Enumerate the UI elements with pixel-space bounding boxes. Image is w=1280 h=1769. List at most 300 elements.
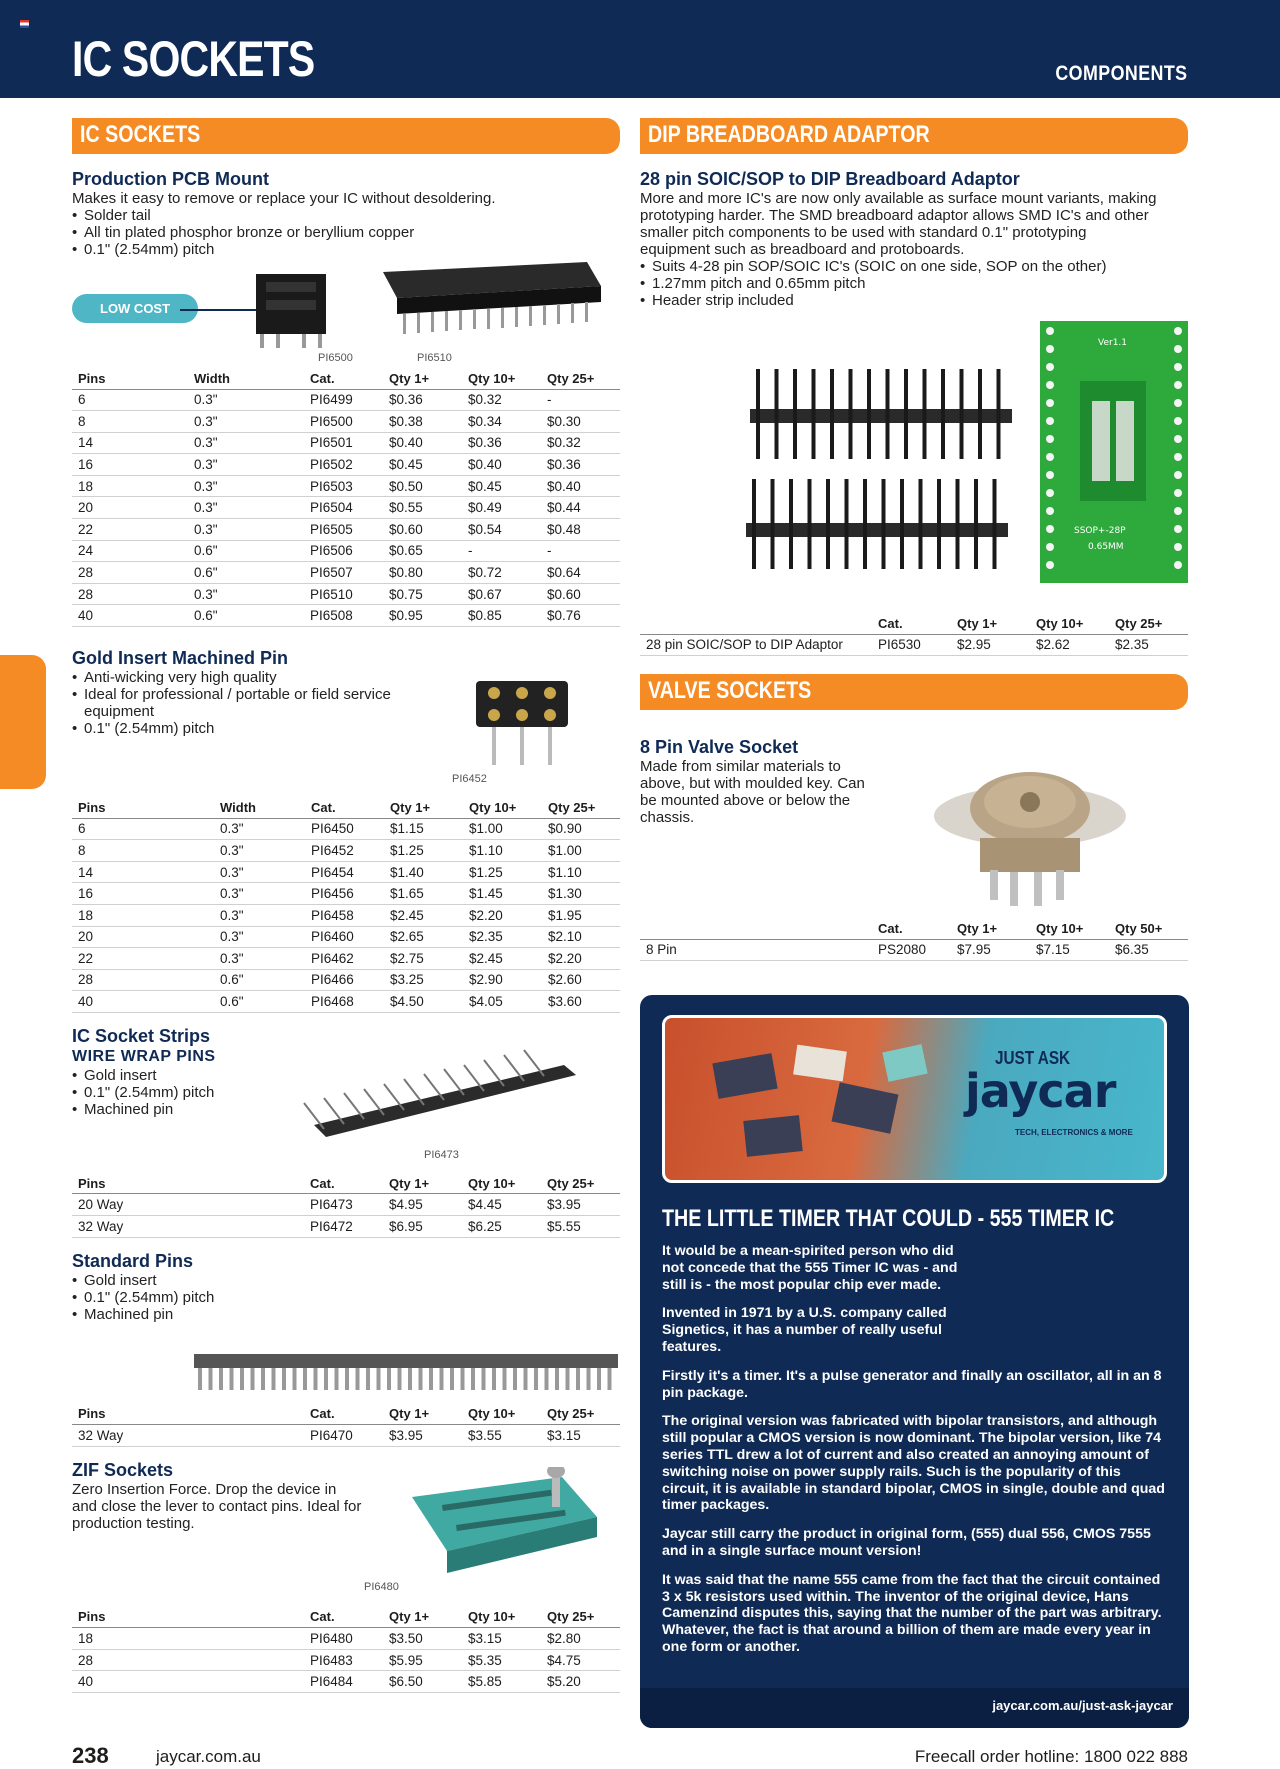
price-table-standard [72, 1406, 620, 1447]
table-cell: 20 [72, 926, 214, 948]
table-row [72, 1425, 620, 1447]
article-paragraph: Firstly it's a timer. It's a pulse generator and finally an oscillator, all in an 8 pin package. [662, 1367, 1162, 1401]
table-cell: - [541, 389, 620, 411]
bullet-item: • Gold insert [72, 1067, 620, 1084]
column-header: Qty 25+ [541, 370, 620, 389]
image-caption: PI6510 [417, 352, 452, 364]
table-cell: $2.60 [542, 969, 620, 991]
table-row [72, 605, 620, 627]
table-row [72, 1671, 620, 1693]
ic-socket-28-pin-image [377, 252, 607, 342]
table-cell: $1.10 [542, 861, 620, 883]
product-desc-valve: Made from similar materials to above, but with moulded key. Can be mounted above or below the chassis. [640, 758, 865, 827]
table-cell: $2.20 [542, 948, 620, 970]
table-cell: 0.3" [188, 583, 304, 605]
column-header: Cat. [304, 370, 383, 389]
image-caption: PI6452 [452, 773, 487, 786]
table-cell: 0.3" [214, 926, 305, 948]
table-cell: $6.25 [462, 1215, 541, 1237]
table-cell: $7.15 [1030, 939, 1109, 961]
bullet-list-gold [72, 669, 432, 737]
table-cell: 0.6" [188, 605, 304, 627]
table-row [72, 840, 620, 862]
just-ask-jaycar-box [640, 995, 1189, 1728]
table-cell: PI6501 [304, 432, 383, 454]
price-table-production [72, 370, 620, 627]
table-cell: PI6504 [304, 497, 383, 519]
table-cell: $0.30 [541, 411, 620, 433]
table-row [640, 939, 1188, 961]
column-header: Qty 50+ [1109, 920, 1188, 939]
table-cell: 0.3" [188, 411, 304, 433]
column-header: Qty 1+ [384, 799, 463, 818]
table-cell: $1.45 [463, 883, 542, 905]
table-cell: 18 [72, 475, 188, 497]
bullet-list-production [72, 207, 620, 258]
table-cell: $2.90 [463, 969, 542, 991]
footer-hotline: Freecall order hotline: 1800 022 888 [914, 1747, 1188, 1766]
table-cell: PI6483 [304, 1649, 383, 1671]
bullet-item: • 0.1" (2.54mm) pitch [72, 1084, 620, 1101]
table-header-row [72, 1609, 620, 1628]
table-cell: 0.3" [214, 904, 305, 926]
table-cell: PI6499 [304, 389, 383, 411]
table-cell: 28 [72, 1649, 304, 1671]
table-cell: PI6460 [305, 926, 384, 948]
standard-section [72, 1250, 620, 1406]
table-cell: 6 [72, 389, 188, 411]
flag-icon [20, 20, 29, 28]
table-cell: PI6472 [304, 1215, 383, 1237]
table-cell: $0.40 [541, 475, 620, 497]
table-cell: 28 pin SOIC/SOP to DIP Adaptor [640, 634, 872, 656]
table-cell: 16 [72, 454, 188, 476]
valve-socket-image [930, 752, 1130, 912]
left-column [72, 118, 620, 1693]
table-cell: $0.85 [462, 605, 541, 627]
table-cell: $1.10 [463, 840, 542, 862]
table-cell: $4.95 [383, 1194, 462, 1216]
column-header: Pins [72, 799, 214, 818]
table-cell: $5.55 [541, 1215, 620, 1237]
table-cell: 6 [72, 818, 214, 840]
price-table-zif [72, 1609, 620, 1693]
article-paragraph: The original version was fabricated with bipolar transistors, and although still popular a CMOS version is now dominant. The bipolar version, like 74 series TTL drew a lot of current and also created an annoying amount of switching noise on power supply rails. Such is the popularity of this circuit, it is available in standard bipolar, CMOS in single, double and quad timer packages. [662, 1413, 1165, 1514]
column-header: Qty 25+ [1109, 615, 1188, 634]
bullet-item: • Machined pin [72, 1306, 620, 1323]
article-body [662, 1243, 1167, 1668]
table-cell: - [462, 540, 541, 562]
table-cell: $3.25 [384, 969, 463, 991]
table-cell: $2.35 [1109, 634, 1188, 656]
product-title-production: Production PCB Mount [72, 169, 269, 189]
table-cell: PI6468 [305, 991, 384, 1013]
image-caption: PI6473 [424, 1148, 459, 1161]
table-cell: $4.50 [384, 991, 463, 1013]
table-cell: 8 [72, 840, 214, 862]
table-cell: PI6454 [305, 861, 384, 883]
table-cell: $2.65 [384, 926, 463, 948]
breadboard-adaptor-board-image [1040, 321, 1188, 583]
product-title-zif: ZIF Sockets [72, 1459, 174, 1480]
table-header-row [72, 799, 620, 818]
table-cell: $6.35 [1109, 939, 1188, 961]
table-cell: PI6450 [305, 818, 384, 840]
socket-strip-image [284, 1045, 584, 1145]
header-band [0, 0, 1280, 98]
machined-pin-socket-image [470, 669, 574, 769]
table-cell: $0.65 [383, 540, 462, 562]
table-header-row [640, 615, 1188, 634]
table-header-row [72, 370, 620, 389]
table-cell: 40 [72, 991, 214, 1013]
price-table-valve [640, 920, 1188, 961]
right-column [640, 118, 1188, 961]
column-header: Cat. [304, 1406, 383, 1425]
column-header: Pins [72, 1406, 304, 1425]
column-header: Qty 10+ [463, 799, 542, 818]
just-ask-banner [662, 1015, 1167, 1183]
table-row [72, 991, 620, 1013]
image-caption: PI6500 [318, 352, 353, 364]
table-cell: $2.80 [541, 1628, 620, 1650]
table-cell: $2.10 [542, 926, 620, 948]
board-label: 0.65MM [1088, 542, 1124, 552]
column-header: Qty 10+ [462, 1609, 541, 1628]
bullet-item: • 0.1" (2.54mm) pitch [72, 720, 432, 737]
table-row [72, 1194, 620, 1216]
table-cell: 14 [72, 432, 188, 454]
table-cell: $4.05 [463, 991, 542, 1013]
table-cell: $0.55 [383, 497, 462, 519]
table-cell: $2.95 [951, 634, 1030, 656]
header-strip-image [746, 479, 1008, 569]
table-cell: 28 [72, 969, 214, 991]
table-cell: $1.25 [384, 840, 463, 862]
table-cell: $1.95 [542, 904, 620, 926]
column-header: Qty 25+ [541, 1175, 620, 1194]
table-cell: $1.40 [384, 861, 463, 883]
table-cell: $3.95 [383, 1425, 462, 1447]
table-cell: $0.60 [383, 519, 462, 541]
table-cell: 22 [72, 948, 214, 970]
table-cell: PI6462 [305, 948, 384, 970]
table-row [72, 454, 620, 476]
image-caption: PI6480 [364, 1580, 399, 1593]
table-cell: $0.38 [383, 411, 462, 433]
table-row [72, 583, 620, 605]
table-cell: $0.54 [462, 519, 541, 541]
table-cell: 14 [72, 861, 214, 883]
table-cell: $0.60 [541, 583, 620, 605]
low-cost-badge: LOW COST [72, 294, 198, 323]
table-cell: 32 Way [72, 1425, 304, 1447]
table-cell: $0.75 [383, 583, 462, 605]
zif-socket-image [402, 1467, 602, 1597]
table-cell: $0.36 [541, 454, 620, 476]
column-header: Cat. [304, 1609, 383, 1628]
table-cell: $0.34 [462, 411, 541, 433]
column-header: Cat. [872, 615, 951, 634]
product-desc-zif: Zero Insertion Force. Drop the device in and close the lever to contact pins. Ideal for production testing. [72, 1480, 362, 1532]
table-header-row [72, 1406, 620, 1425]
valve-section [640, 736, 1188, 920]
table-cell: 20 Way [72, 1194, 304, 1216]
table-cell: $3.55 [462, 1425, 541, 1447]
table-cell: 40 [72, 605, 188, 627]
table-cell: 0.6" [188, 562, 304, 584]
table-cell: 0.3" [188, 475, 304, 497]
section-header-dip: DIP BREADBOARD ADAPTOR [640, 118, 1188, 154]
table-row [72, 540, 620, 562]
table-cell: $7.95 [951, 939, 1030, 961]
column-header: Qty 10+ [462, 370, 541, 389]
product-title-strips: IC Socket Strips [72, 1025, 211, 1046]
column-header [640, 615, 872, 634]
table-row [72, 562, 620, 584]
table-cell: 8 Pin [640, 939, 872, 961]
price-table-strips [72, 1175, 620, 1238]
column-header: Qty 10+ [462, 1175, 541, 1194]
table-cell: PI6484 [304, 1671, 383, 1693]
table-cell: $0.45 [462, 475, 541, 497]
product-desc-dip: More and more IC's are now only available as surface mount variants, making prototyping harder. The SMD breadboard adaptor allows SMD IC's and other smaller pitch components to be used with standard 0.1" prototyping equipment such as breadboard and protoboards. [640, 190, 1157, 258]
table-cell: $0.36 [383, 389, 462, 411]
table-cell: 0.3" [188, 454, 304, 476]
column-header: Qty 25+ [541, 1609, 620, 1628]
page-title: IC SOCKETS [72, 31, 315, 87]
table-cell: PI6508 [304, 605, 383, 627]
column-header: Qty 10+ [1030, 615, 1109, 634]
table-cell: $4.45 [462, 1194, 541, 1216]
bullet-item: • Solder tail [72, 207, 620, 224]
table-cell: 0.3" [188, 497, 304, 519]
table-cell: 0.6" [188, 540, 304, 562]
table-cell: $2.20 [463, 904, 542, 926]
column-header: Qty 10+ [1030, 920, 1109, 939]
table-cell: 0.6" [214, 991, 305, 1013]
gold-section [72, 647, 620, 799]
table-cell: $6.50 [383, 1671, 462, 1693]
table-cell: $2.62 [1030, 634, 1109, 656]
article-title: THE LITTLE TIMER THAT COULD - 555 TIMER IC [662, 1205, 1115, 1232]
table-row [72, 432, 620, 454]
column-header: Qty 1+ [383, 1406, 462, 1425]
column-header: Width [214, 799, 305, 818]
table-cell: $6.95 [383, 1215, 462, 1237]
product-desc-production: Makes it easy to remove or replace your IC without desoldering. [72, 190, 496, 207]
table-row [72, 883, 620, 905]
table-cell: 28 [72, 562, 188, 584]
section-header-ic-sockets: IC SOCKETS [72, 118, 620, 154]
column-header: Pins [72, 370, 188, 389]
table-cell: $1.25 [463, 861, 542, 883]
article-paragraph: Jaycar still carry the product in original form, (555) dual 556, CMOS 7555 and in a single surface mount version! [662, 1526, 1151, 1559]
bullet-list-dip [640, 258, 1188, 309]
table-row [72, 818, 620, 840]
board-label: SSOP+-28P [1074, 526, 1126, 536]
just-ask-link[interactable]: jaycar.com.au/just-ask-jaycar [640, 1688, 1189, 1728]
column-header: Qty 1+ [951, 615, 1030, 634]
table-header-row [72, 1175, 620, 1194]
table-cell: - [541, 540, 620, 562]
strips-section [72, 1025, 620, 1175]
dip-images [640, 309, 1188, 615]
column-header: Cat. [305, 799, 384, 818]
bullet-item: • 1.27mm pitch and 0.65mm pitch [640, 275, 1188, 292]
footer-url-link[interactable]: jaycar.com.au [156, 1747, 261, 1766]
product-title-valve: 8 Pin Valve Socket [640, 737, 799, 758]
article-paragraph: Invented in 1971 by a U.S. company called Signetics, it has a number of really useful features. [662, 1305, 947, 1355]
bullet-item: • 0.1" (2.54mm) pitch [72, 241, 620, 258]
table-cell: PS2080 [872, 939, 951, 961]
table-cell: $4.75 [541, 1649, 620, 1671]
table-cell: $5.85 [462, 1671, 541, 1693]
bullet-item: • Suits 4-28 pin SOP/SOIC IC's (SOIC on one side, SOP on the other) [640, 258, 1188, 275]
side-tab [0, 655, 46, 789]
page-number: 238 [72, 1743, 109, 1768]
table-cell: $2.45 [463, 948, 542, 970]
table-cell: 0.3" [214, 861, 305, 883]
table-row [72, 969, 620, 991]
column-header: Pins [72, 1175, 304, 1194]
table-cell: PI6502 [304, 454, 383, 476]
table-cell: PI6500 [304, 411, 383, 433]
bullet-item: • Machined pin [72, 1101, 620, 1118]
column-header: Qty 1+ [951, 920, 1030, 939]
table-row [72, 1649, 620, 1671]
table-cell: $0.36 [462, 432, 541, 454]
column-header: Qty 25+ [541, 1406, 620, 1425]
table-cell: PI6510 [304, 583, 383, 605]
table-cell: PI6480 [304, 1628, 383, 1650]
table-row [72, 475, 620, 497]
table-cell: $0.72 [462, 562, 541, 584]
article-paragraph: It was said that the name 555 came from the fact that the circuit contained 3 x 5k resistors used within. The inventor of the original device, Hans Camenzind disputes this, saying that the number of the part was arbitrary. Whatever, the fact is that around a billion of them are made every year in one form or another. [662, 1571, 1162, 1655]
column-header: Qty 10+ [462, 1406, 541, 1425]
bullet-item: • All tin plated phosphor bronze or beryllium copper [72, 224, 620, 241]
banner-tagline: TECH, ELECTRONICS & MORE [1015, 1128, 1133, 1137]
table-cell: $1.15 [384, 818, 463, 840]
table-cell: $0.32 [462, 389, 541, 411]
table-cell: $2.45 [384, 904, 463, 926]
table-cell: PI6470 [304, 1425, 383, 1447]
column-header: Qty 1+ [383, 370, 462, 389]
table-cell: $5.95 [383, 1649, 462, 1671]
table-cell: $2.75 [384, 948, 463, 970]
table-cell: $3.60 [542, 991, 620, 1013]
table-cell: 28 [72, 583, 188, 605]
table-cell: 32 Way [72, 1215, 304, 1237]
table-cell: $0.44 [541, 497, 620, 519]
table-cell: 0.3" [214, 818, 305, 840]
table-cell: PI6506 [304, 540, 383, 562]
board-label: Ver1.1 [1098, 338, 1128, 348]
table-cell: PI6456 [305, 883, 384, 905]
table-cell: $0.95 [383, 605, 462, 627]
article-paragraph: It would be a mean-spirited person who did not concede that the 555 Timer IC was - and still is - the most popular chip ever made. [662, 1243, 958, 1293]
table-cell: $0.40 [383, 432, 462, 454]
table-cell: $1.65 [384, 883, 463, 905]
table-row [72, 411, 620, 433]
table-cell: $0.45 [383, 454, 462, 476]
zif-section [72, 1459, 620, 1609]
table-cell: PI6466 [305, 969, 384, 991]
column-header: Pins [72, 1609, 304, 1628]
product-title-gold: Gold Insert Machined Pin [72, 648, 289, 669]
table-cell: PI6473 [304, 1194, 383, 1216]
table-cell: PI6530 [872, 634, 951, 656]
table-cell: $0.40 [462, 454, 541, 476]
table-cell: $0.48 [541, 519, 620, 541]
table-row [72, 497, 620, 519]
table-row [72, 389, 620, 411]
bullet-list-standard [72, 1272, 620, 1323]
table-cell: $0.64 [541, 562, 620, 584]
table-row [72, 904, 620, 926]
table-cell: $0.80 [383, 562, 462, 584]
jaycar-logo: jaycar [965, 1064, 1116, 1118]
table-cell: $5.35 [462, 1649, 541, 1671]
table-cell: PI6452 [305, 840, 384, 862]
column-header: Cat. [872, 920, 951, 939]
bullet-item: • Gold insert [72, 1272, 620, 1289]
table-header-row [640, 920, 1188, 939]
banner-just-ask: JUST ASK [995, 1048, 1071, 1068]
table-cell: $2.35 [463, 926, 542, 948]
table-cell: 0.3" [214, 840, 305, 862]
table-row [72, 948, 620, 970]
table-cell: $0.90 [542, 818, 620, 840]
table-cell: 0.3" [188, 432, 304, 454]
column-header [640, 920, 872, 939]
table-cell: $3.15 [541, 1425, 620, 1447]
table-row [72, 1215, 620, 1237]
table-cell: 0.3" [188, 389, 304, 411]
table-cell: 0.6" [214, 969, 305, 991]
table-cell: 0.3" [214, 948, 305, 970]
product-title-dip: 28 pin SOIC/SOP to DIP Breadboard Adaptor [640, 169, 1020, 189]
table-row [72, 1628, 620, 1650]
column-header: Cat. [304, 1175, 383, 1194]
section-header-valve: VALVE SOCKETS [640, 674, 1188, 710]
table-cell: 8 [72, 411, 188, 433]
table-cell: PI6507 [304, 562, 383, 584]
table-row [72, 861, 620, 883]
standard-pin-strip-image [194, 1350, 618, 1394]
production-images [72, 258, 620, 370]
table-cell: $0.67 [462, 583, 541, 605]
table-row [640, 634, 1188, 656]
table-cell: 18 [72, 904, 214, 926]
header-strip-image [750, 369, 1012, 459]
section-tag: COMPONENTS [1055, 62, 1188, 85]
table-cell: $1.00 [542, 840, 620, 862]
table-cell: 40 [72, 1671, 304, 1693]
table-row [72, 519, 620, 541]
table-cell: 0.3" [214, 883, 305, 905]
table-cell: 24 [72, 540, 188, 562]
table-cell: 20 [72, 497, 188, 519]
table-cell: 0.3" [188, 519, 304, 541]
column-header: Width [188, 370, 304, 389]
bullet-item: • Ideal for professional / portable or field service equipment [72, 686, 432, 720]
table-cell: $1.30 [542, 883, 620, 905]
bullet-item: • Header strip included [640, 292, 1188, 309]
table-cell: 22 [72, 519, 188, 541]
column-header: Qty 1+ [383, 1175, 462, 1194]
table-cell: PI6503 [304, 475, 383, 497]
